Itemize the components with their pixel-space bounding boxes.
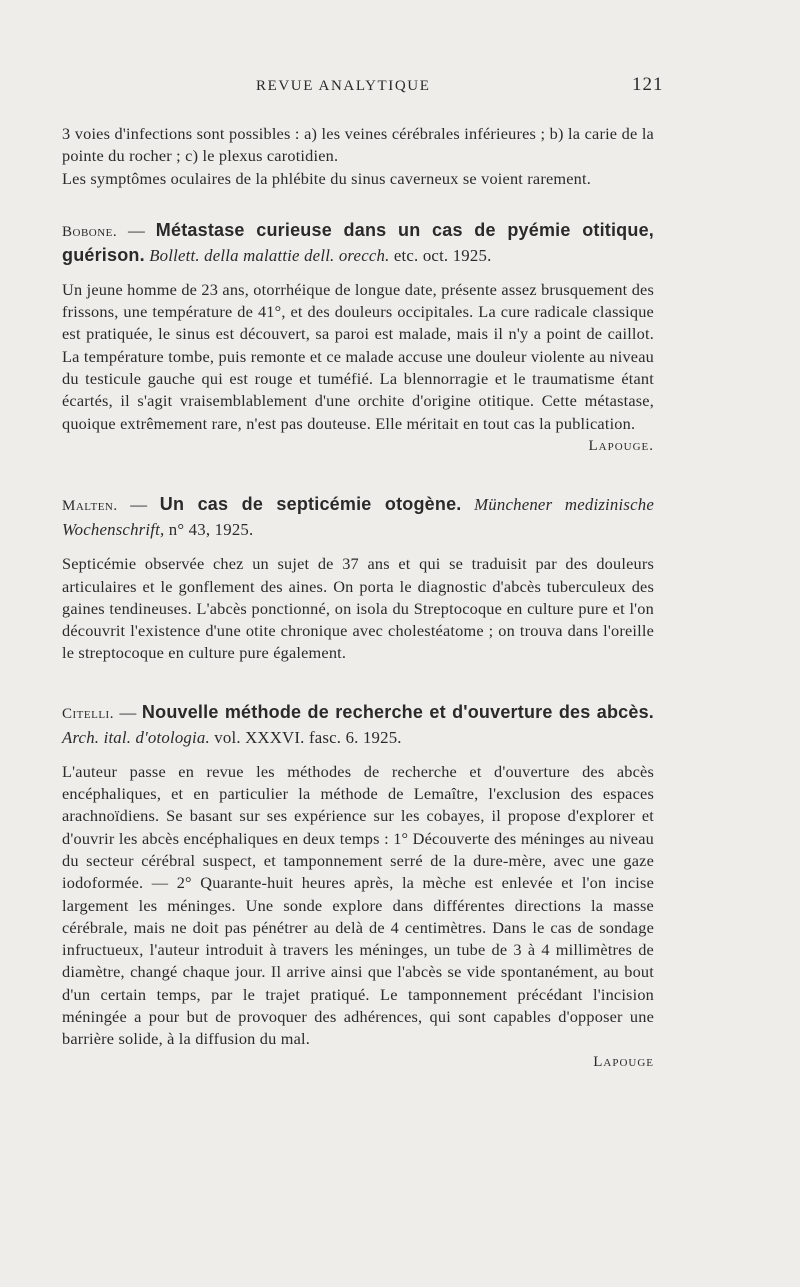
article-author: Bobone. — [62, 223, 118, 240]
heading-dash: — — [117, 220, 156, 240]
article-author: Citelli. — [62, 705, 114, 722]
article-title: Un cas de septicémie otogène. — [159, 494, 462, 515]
article-heading — [62, 493, 654, 541]
article-citelli — [62, 701, 654, 1073]
article-signature: Lapouge — [593, 1053, 654, 1070]
article-title: Nouvelle méthode de recherche et d'ouverture des abcès. — [141, 701, 654, 722]
page-content — [62, 123, 654, 1073]
article-reference: Bollett. della malattie dell. orecch. — [149, 245, 390, 265]
article-bobone — [62, 219, 654, 457]
heading-dash: — — [117, 495, 160, 515]
article-body: Septicémie observée chez un sujet de 37 ans et qui se traduisit par des douleurs articulaires et le gonflement des aines. On porta le diagnostic d'abcès tuberculeux des gaines tendineuses. L'abcès ponctionné, on isola du Streptocoque en culture pure et l'on découvrit l'existence d'une otite chronique avec cholestéatome ; on trouva dans l'oreille le streptocoque en culture pure également. — [62, 554, 654, 663]
article-body: L'auteur passe en revue les méthodes de recherche et d'ouverture des abcès encéphaliques, et en particulier la méthode de Lemaître, l'exclusion des espaces arachnoïdiens. Se basant sur ses expérience sur les cobayes, il propose d'explorer et d'ouvrir les abcès encéphaliques en deux temps : 1° Découverte des méninges au niveau du secteur cérébral suspect, et tamponnement serré de la dure-mère, avec une gaze iodoformée. — 2° Quarante-huit heures après, la mèche est enlevée et l'on incise largement les méninges. Une sonde explore dans différentes directions la masse cérébrale, mais ne doit pas pénétrer au delà de 4 centimètres. Dans le cas de sondage infructueux, l'auteur introduit à travers les méninges, un tube de 3 à 4 millimètres de diamètre, changé chaque jour. Il arrive ainsi que l'abcès se vide spontanément, au bout d'un certain temps, par le trajet pratiqué. Le tamponnement précédant l'incision méningée a pour but de provoquer des adhérences, qui sont capables d'opposer une barrière solide, à la diffusion du mal. — [62, 761, 654, 1049]
page-number: 121 — [632, 74, 664, 95]
article-title: Métastase curieuse dans un cas de pyémie otitique, guérison. — [62, 219, 654, 265]
article-reference: Arch. ital. d'otologia. — [62, 727, 210, 747]
article-signature: Lapouge. — [588, 437, 654, 454]
article-author: Malten. — [62, 498, 118, 515]
intro-symptoms-paragraph: Les symptômes oculaires de la phlébite du sinus caverneux se voient rarement. — [62, 168, 592, 188]
article-reference-tail: etc. oct. 1925. — [389, 245, 492, 265]
heading-dash: — — [113, 702, 142, 722]
article-heading — [62, 219, 654, 267]
running-head — [0, 74, 800, 102]
article-reference: Münchener medizinische Wochenschrift, — [62, 495, 654, 540]
article-body: Un jeune homme de 23 ans, otorrhéique de longue date, présente assez brusquement des frissons, une température de 41°, et des douleurs occipitales. La cure radicale classique est pratiquée, le sinus est découvert, sa paroi est malade, mais il n'y a point de caillot. La température tombe, puis remonte et ce malade accuse une douleur violente au niveau du testicule gauche qui est rouge et tuméfié. La blennorragie et le traumatisme étant écartés, il s'agit vraisemblablement d'une orchite d'origine otitique. Cette métastase, quoique extrêmement rare, n'est pas douteuse. Elle méritait en tout cas la publication. — [62, 279, 654, 433]
article-reference-tail: n° 43, 1925. — [164, 520, 254, 540]
intro-paragraph: 3 voies d'infections sont possibles : a) les veines cérébrales inférieures ; b) la carie de la pointe du rocher ; c) le plexus carotidien. — [62, 124, 654, 166]
article-heading — [62, 701, 654, 749]
running-title: REVUE ANALYTIQUE — [256, 78, 431, 94]
article-malten — [62, 493, 654, 664]
article-reference-tail: vol. XXXVI. fasc. 6. 1925. — [209, 727, 402, 747]
